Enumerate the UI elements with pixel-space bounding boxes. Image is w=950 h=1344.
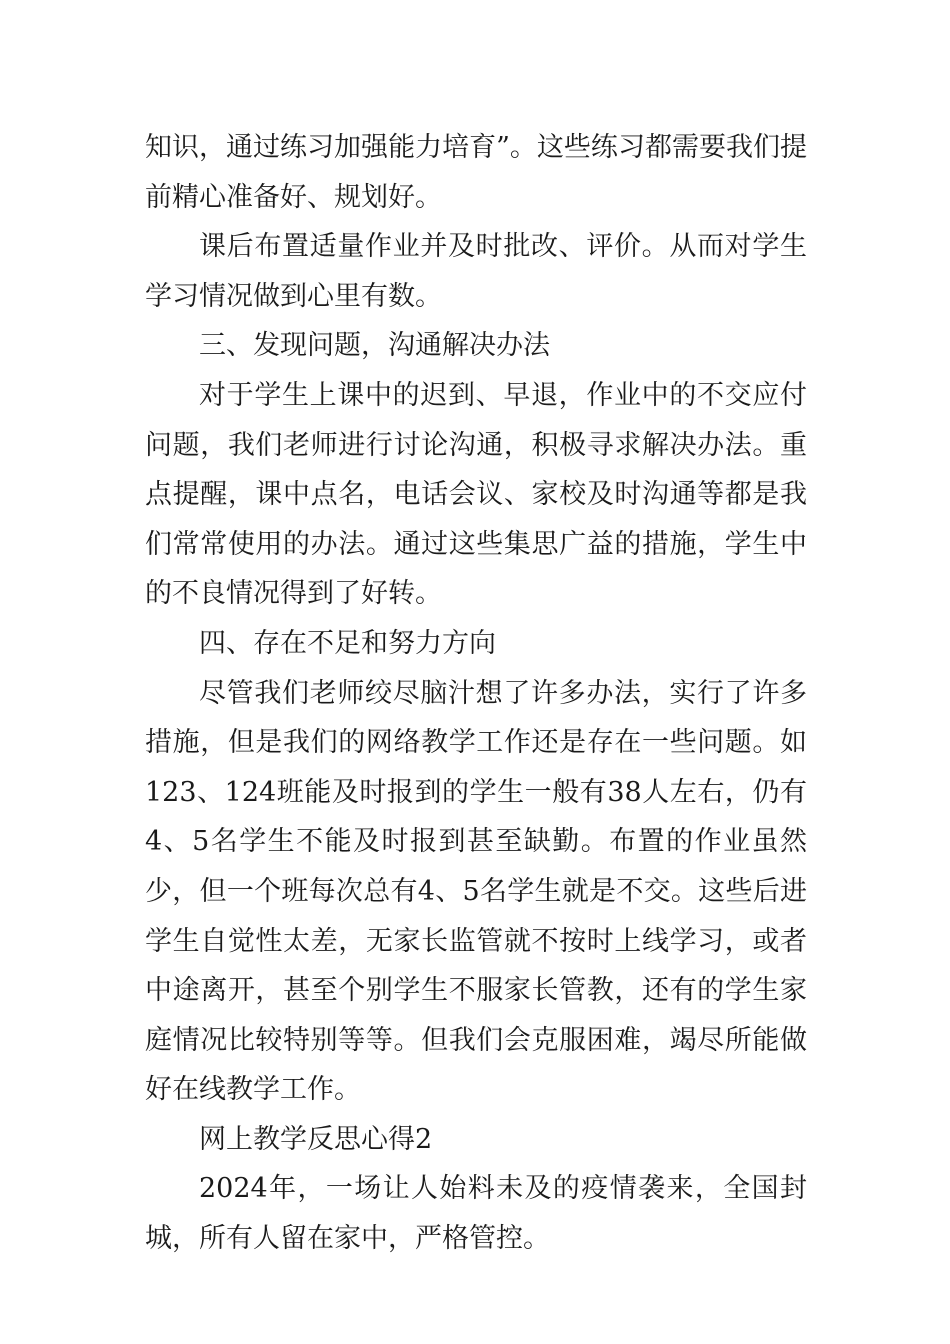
paragraph-shortcomings: 尽管我们老师绞尽脑汁想了许多办法，实行了许多措施，但是我们的网络教学工作还是存在一些问题。如123、124班能及时报到的学生一般有38人左右，仍有4、5名学生不能及时报到甚至缺勤。布置的作业虽然少，但一个班每次总有4、5名学生就是不交。这些后进学生自觉性太差，无家长监管就不按时上线学习，或者中途离开，甚至个别学生不服家长管教，还有的学生家庭情况比较特别等等。但我们会克服困难，竭尽所能做好在线教学工作。 (145, 677, 807, 1106)
section-heading-4: 四、存在不足和努力方向 (199, 627, 496, 659)
paragraph-problems: 对于学生上课中的迟到、早退，作业中的不交应付问题，我们老师进行讨论沟通，积极寻求解决办法。重点提醒，课中点名，电话会议、家校及时沟通等都是我们常常使用的办法。通过这些集思广益的措施，学生中的不良情况得到了好转。 (145, 379, 807, 610)
paragraph-continuation: 知识，通过练习加强能力培育”。这些练习都需要我们提前精心准备好、规划好。 (145, 132, 807, 213)
paragraph-homework: 课后布置适量作业并及时批改、评价。从而对学生学习情况做到心里有数。 (145, 231, 807, 312)
section-heading-3: 三、发现问题，沟通解决办法 (199, 330, 550, 362)
article-title-2: 网上教学反思心得2 (199, 1123, 433, 1155)
paragraph-intro-2: 2024年，一场让人始料未及的疫情袭来，全国封城，所有人留在家中，严格管控。 (145, 1173, 807, 1255)
document-body (145, 123, 807, 1264)
